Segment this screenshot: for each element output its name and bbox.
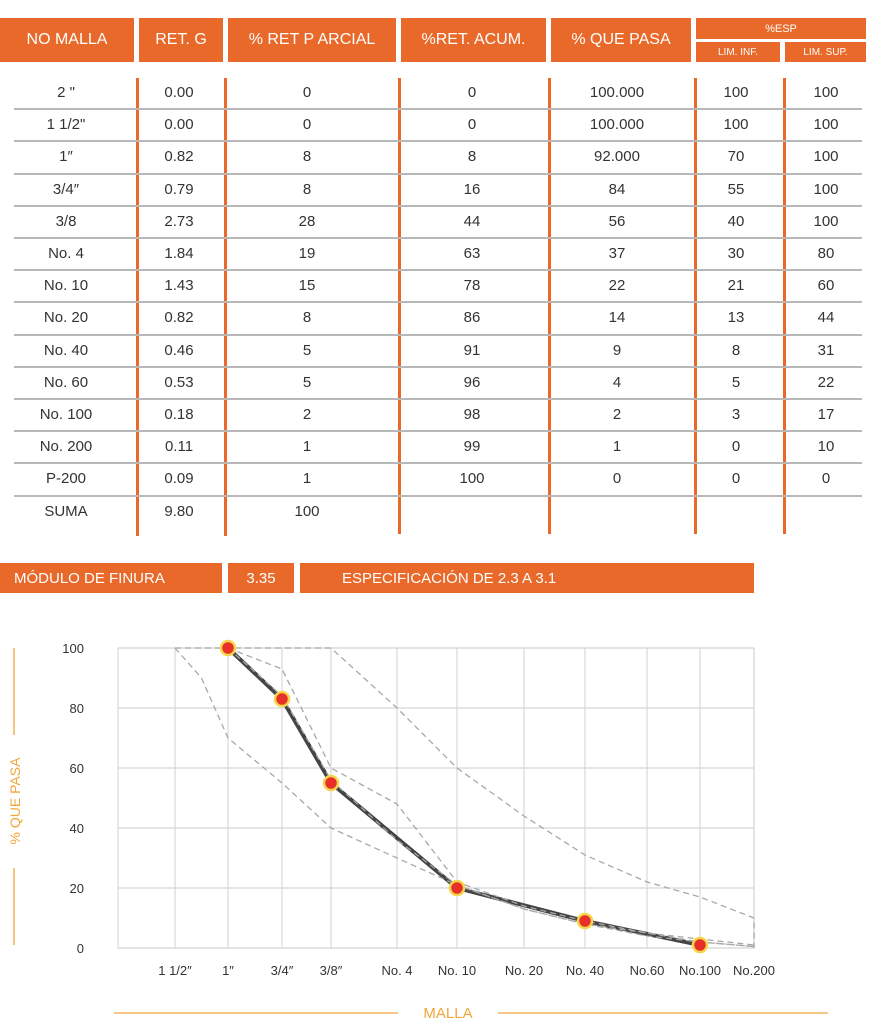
sum-cell: 9.80: [164, 502, 194, 520]
table-cell-lim-sup: 10: [817, 438, 835, 456]
table-cell-que-pasa: 1: [612, 438, 622, 456]
table-cell-lim-inf: 3: [731, 406, 741, 423]
data-point-marker: [578, 914, 592, 928]
x-tick-label: No. 4: [381, 963, 413, 978]
table-cell-ret-parcial: 0: [302, 84, 312, 101]
col-header-ret-parcial: % RET P ARCIAL: [228, 18, 396, 62]
table-cell-lim-inf: 5: [731, 373, 741, 391]
x-axis-label: MALLA: [423, 1005, 473, 1022]
table-cell-lim-inf: 100: [723, 84, 749, 101]
table-cell-lim-sup: 100: [813, 180, 839, 198]
table-cell-que-pasa: 4: [612, 373, 622, 391]
table-cell-que-pasa: 0: [612, 470, 622, 488]
sum-cell: 100: [294, 502, 320, 520]
table-cell-lim-inf: 40: [727, 212, 745, 230]
table-cell-ret-parcial: 5: [302, 373, 312, 391]
modulo-value: 3.35: [228, 563, 294, 593]
table-cell-ret-acum: 63: [463, 245, 481, 262]
table-cell-ret-acum: 96: [463, 373, 481, 391]
x-tick-label: 1″: [222, 963, 234, 978]
table-cell-no-malla: No. 200: [39, 438, 93, 456]
row-divider: [14, 108, 862, 110]
x-tick-label: 3/8″: [319, 963, 343, 978]
table-cell-ret-parcial: 8: [302, 309, 312, 327]
row-divider: [14, 366, 862, 368]
table-cell-lim-inf: 21: [727, 277, 745, 295]
column-separator: [136, 78, 139, 536]
table-cell-lim-inf: 100: [723, 116, 749, 134]
col-header-ret-g: RET. G: [139, 18, 223, 62]
table-cell-no-malla: P-200: [45, 470, 87, 488]
table-cell-no-malla: No. 10: [43, 277, 89, 295]
table-cell-ret-g: 0.46: [164, 341, 194, 359]
y-tick-label: 60: [69, 761, 84, 776]
row-divider: [14, 398, 862, 400]
table-cell-lim-sup: 44: [817, 309, 835, 327]
table-cell-ret-parcial: 1: [302, 470, 312, 488]
data-point-marker: [221, 641, 235, 655]
table-cell-no-malla: 3/4″: [52, 180, 80, 198]
table-cell-que-pasa: 22: [608, 277, 626, 295]
table-cell-no-malla: No. 40: [43, 341, 89, 359]
y-tick-label: 40: [69, 821, 84, 836]
table-cell-ret-acum: 78: [463, 277, 481, 295]
table-cell-ret-acum: 0: [467, 116, 477, 134]
x-tick-label: No. 20: [504, 963, 544, 978]
x-tick-label: 3/4″: [270, 963, 294, 978]
row-divider: [14, 430, 862, 432]
y-axis-label: % QUE PASA: [7, 757, 23, 845]
column-separator: [224, 78, 227, 536]
table-cell-no-malla: No. 100: [39, 406, 93, 423]
table-cell-no-malla: No. 20: [43, 309, 89, 327]
table-cell-lim-sup: 100: [813, 116, 839, 134]
x-tick-label: No. 40: [565, 963, 605, 978]
table-cell-lim-inf: 70: [727, 148, 745, 166]
table-cell-lim-sup: 0: [821, 470, 831, 488]
column-separator: [398, 78, 401, 534]
spec-limit-curve: [175, 648, 754, 948]
modulo-spec: ESPECIFICACIÓN DE 2.3 A 3.1: [300, 563, 754, 593]
data-point-marker: [450, 881, 464, 895]
table-cell-lim-inf: 55: [727, 180, 745, 198]
y-tick-label: 100: [62, 641, 84, 656]
table-cell-que-pasa: 92.000: [594, 148, 640, 166]
table-cell-lim-inf: 0: [731, 470, 741, 488]
table-cell-ret-acum: 86: [463, 309, 481, 327]
col-header-no-malla: NO MALLA: [0, 18, 134, 62]
table-cell-no-malla: No. 60: [43, 373, 89, 391]
table-cell-que-pasa: 84: [608, 180, 626, 198]
column-separator: [783, 78, 786, 534]
table-cell-ret-parcial: 2: [302, 406, 312, 423]
spec-limit-curve: [228, 648, 754, 948]
table-cell-que-pasa: 2: [612, 406, 622, 423]
table-cell-ret-acum: 44: [463, 212, 481, 230]
column-separator: [694, 78, 697, 534]
table-cell-lim-sup: 100: [813, 84, 839, 101]
table-cell-lim-sup: 31: [817, 341, 835, 359]
table-cell-ret-g: 2.73: [164, 212, 194, 230]
gradation-curve: [228, 648, 700, 945]
table-cell-ret-g: 0.18: [164, 406, 194, 423]
table-cell-ret-g: 0.53: [164, 373, 194, 391]
y-tick-label: 80: [69, 701, 84, 716]
table-cell-ret-g: 0.00: [164, 84, 194, 101]
sum-label: SUMA: [44, 502, 88, 520]
modulo-label: MÓDULO DE FINURA: [0, 563, 222, 593]
table-cell-ret-acum: 99: [463, 438, 481, 456]
table-cell-ret-acum: 8: [467, 148, 477, 166]
table-cell-que-pasa: 100.000: [589, 116, 645, 134]
column-separator: [548, 78, 551, 534]
table-cell-que-pasa: 56: [608, 212, 626, 230]
table-cell-ret-acum: 91: [463, 341, 481, 359]
table-cell-no-malla: 2 ": [57, 84, 75, 101]
data-point-marker: [693, 938, 707, 952]
table-cell-no-malla: 1″: [59, 148, 73, 166]
table-cell-ret-g: 0.00: [164, 116, 194, 134]
table-cell-ret-parcial: 8: [302, 148, 312, 166]
row-divider: [14, 205, 862, 207]
col-header-lim-inf: LIM. INF.: [696, 42, 780, 62]
row-divider: [14, 173, 862, 175]
gradation-chart: [0, 600, 894, 1024]
table-cell-ret-acum: 0: [467, 84, 477, 101]
data-point-marker: [324, 776, 338, 790]
table-cell-ret-parcial: 15: [298, 277, 316, 295]
table-cell-ret-g: 0.82: [164, 148, 194, 166]
table-cell-ret-parcial: 1: [302, 438, 312, 456]
table-cell-lim-sup: 80: [817, 245, 835, 262]
table-cell-ret-g: 0.79: [164, 180, 194, 198]
table-cell-no-malla: 3/8: [55, 212, 77, 230]
spec-limit-curve: [228, 648, 754, 948]
col-header-lim-sup: LIM. SUP.: [785, 42, 866, 62]
table-cell-no-malla: No. 4: [48, 245, 84, 262]
table-cell-ret-parcial: 5: [302, 341, 312, 359]
table-cell-lim-sup: 100: [813, 212, 839, 230]
table-cell-ret-parcial: 8: [302, 180, 312, 198]
row-divider: [14, 269, 862, 271]
table-cell-ret-g: 0.09: [164, 470, 194, 488]
table-cell-ret-parcial: 28: [298, 212, 316, 230]
x-tick-label: No. 10: [437, 963, 477, 978]
table-cell-lim-inf: 30: [727, 245, 745, 262]
table-cell-lim-inf: 0: [731, 438, 741, 456]
table-cell-que-pasa: 37: [608, 245, 626, 262]
table-cell-lim-inf: 13: [727, 309, 745, 327]
x-tick-label: 1 1/2″: [158, 963, 192, 978]
x-tick-label: No.200: [733, 963, 775, 978]
table-cell-que-pasa: 14: [608, 309, 626, 327]
row-divider: [14, 140, 862, 142]
data-point-marker: [275, 692, 289, 706]
table-cell-ret-g: 1.43: [164, 277, 194, 295]
table-cell-no-malla: 1 1/2": [46, 116, 86, 134]
table-cell-ret-acum: 98: [463, 406, 481, 423]
x-tick-label: No.60: [629, 963, 665, 978]
y-tick-label: 20: [69, 881, 84, 896]
table-cell-lim-sup: 100: [813, 148, 839, 166]
table-cell-lim-sup: 22: [817, 373, 835, 391]
plot-frame: [118, 648, 754, 948]
table-cell-ret-g: 0.11: [164, 438, 194, 456]
table-cell-lim-inf: 8: [731, 341, 741, 359]
table-cell-que-pasa: 9: [612, 341, 622, 359]
col-header-ret-acum: %RET. ACUM.: [401, 18, 546, 62]
table-cell-lim-sup: 17: [817, 406, 835, 423]
table-cell-ret-g: 1.84: [164, 245, 194, 262]
table-cell-ret-g: 0.82: [164, 309, 194, 327]
row-divider: [14, 334, 862, 336]
table-cell-ret-parcial: 0: [302, 116, 312, 134]
table-cell-que-pasa: 100.000: [589, 84, 645, 101]
row-divider: [14, 495, 862, 497]
row-divider: [14, 237, 862, 239]
table-cell-lim-sup: 60: [817, 277, 835, 295]
table-cell-ret-acum: 16: [463, 180, 481, 198]
col-header-esp: %ESP: [696, 18, 866, 39]
y-tick-label: 0: [76, 941, 84, 956]
table-cell-ret-parcial: 19: [298, 245, 316, 262]
x-tick-label: No.100: [679, 963, 721, 978]
table-cell-ret-acum: 100: [459, 470, 485, 488]
spec-limit-curve: [175, 648, 754, 948]
row-divider: [14, 301, 862, 303]
col-header-que-pasa: % QUE PASA: [551, 18, 691, 62]
row-divider: [14, 462, 862, 464]
